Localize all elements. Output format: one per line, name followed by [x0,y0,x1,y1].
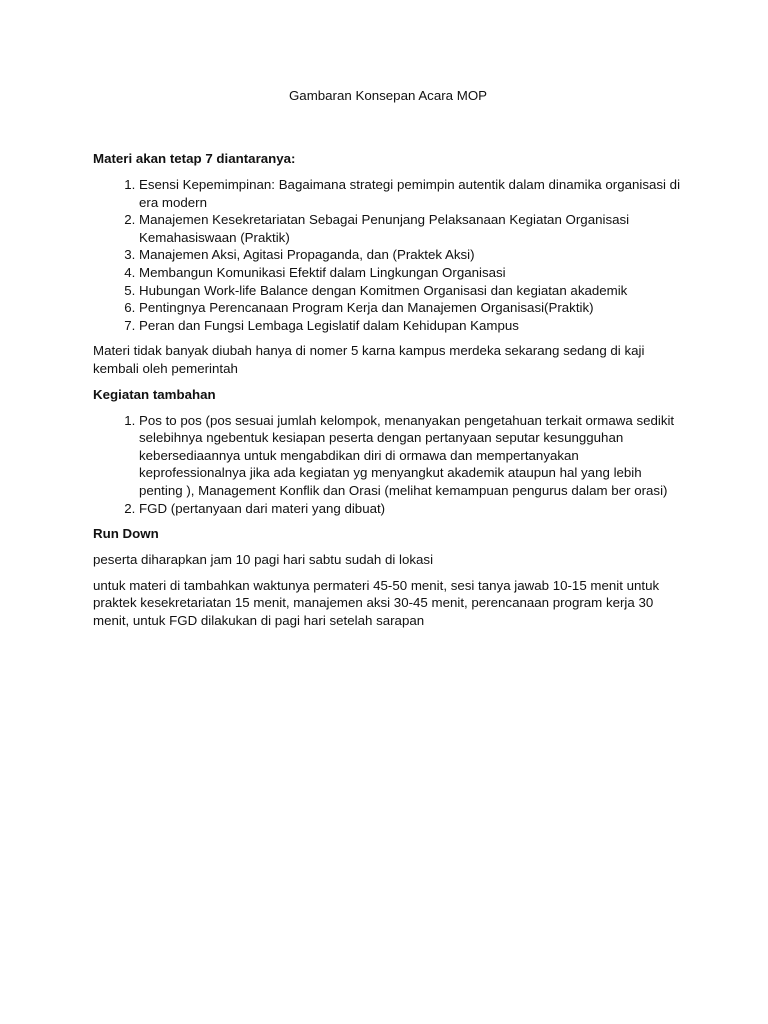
list-item: 2. FGD (pertanyaan dari materi yang dibuat) [139,500,683,518]
document-body [93,86,683,637]
list-item: 4. Membangun Komunikasi Efektif dalam Lingkungan Organisasi [139,264,683,282]
rundown-paragraph: untuk materi di tambahkan waktunya permateri 45-50 menit, sesi tanya jawab 10-15 menit untuk praktek kesekretariatan 15 menit, manajemen aksi 30-45 menit, perencanaan program kerja 30 menit, untuk FGD dilakukan di pagi hari setelah sarapan [93,577,660,628]
list-item: 5. Hubungan Work-life Balance dengan Komitmen Organisasi dan kegiatan akademik [139,282,683,300]
materi-note: Materi tidak banyak diubah hanya di nomer 5 karna kampus merdeka sekarang sedang di kaji kembali oleh pemerintah [93,343,645,376]
list-item: 1. Pos to pos (pos sesuai jumlah kelompok, menanyakan pengetahuan terkait ormawa sedikit selebihnya ngebentuk kesiapan peserta dengan pertanyaan seputar kesungguhan kebersediaannya untuk mengabdikan diri di ormawa dan mempertanyakan keprofessionalnya jika ada kegiatan yg menyangkut akademik ataupun hal yang lebih penting ), Management Konflik dan Orasi (melihat kemampuan pengurus dalam ber orasi) [139,412,683,500]
list-item: 6. Pentingnya Perencanaan Program Kerja dan Manajemen Organisasi(Praktik) [139,299,683,317]
list-item: 3. Manajemen Aksi, Agitasi Propaganda, dan (Praktek Aksi) [139,246,683,264]
list-item: 1. Esensi Kepemimpinan: Bagaimana strategi pemimpin autentik dalam dinamika organisasi di era modern [139,176,683,211]
materi-heading: Materi akan tetap 7 diantaranya: [93,151,296,166]
kegiatan-list [93,412,683,518]
document-title: Gambaran Konsepan Acara MOP [288,88,488,103]
materi-list [93,176,683,334]
list-item: 7. Peran dan Fungsi Lembaga Legislatif dalam Kehidupan Kampus [139,317,683,335]
rundown-heading: Run Down [93,526,159,542]
list-item: 2. Manajemen Kesekretariatan Sebagai Penunjang Pelaksanaan Kegiatan Organisasi Kemahasiswaan (Praktik) [139,211,683,246]
rundown-paragraph: peserta diharapkan jam 10 pagi hari sabtu sudah di lokasi [93,552,434,568]
kegiatan-heading: Kegiatan tambahan [93,386,216,402]
